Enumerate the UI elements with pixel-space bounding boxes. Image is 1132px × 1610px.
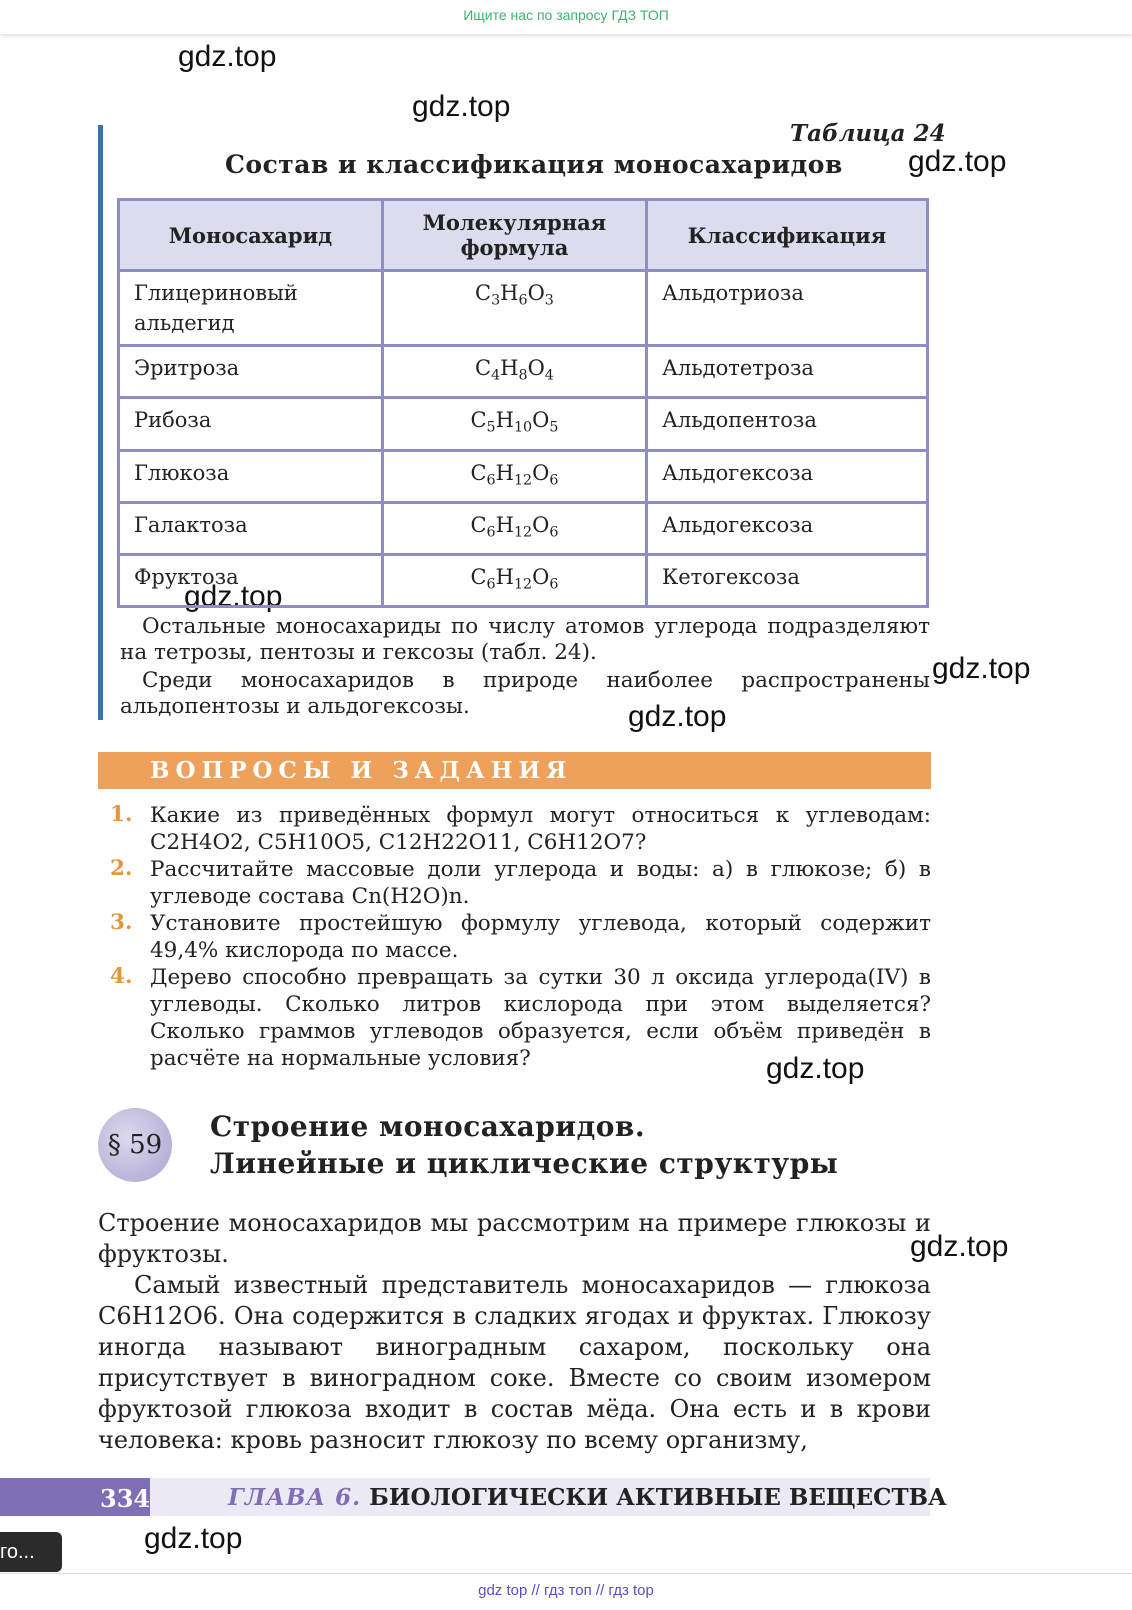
formula-cell: $C_3H_6O_3$ — [382, 271, 646, 346]
watermark: gdz.top — [178, 40, 277, 73]
section-title-line1: Строение моносахаридов. — [210, 1110, 646, 1143]
left-tab[interactable]: го... — [0, 1532, 62, 1572]
formula-cell: $C_4H_8O_4$ — [382, 346, 646, 398]
top-banner — [0, 0, 1132, 34]
watermark: gdz.top — [910, 1230, 1009, 1263]
body-paragraph: Строение моносахаридов мы рассмотрим на примере глюкозы и фруктозы. — [98, 1209, 931, 1268]
questions-heading: ВОПРОСЫ И ЗАДАНИЯ — [150, 757, 573, 784]
header-cell: Классификация — [646, 200, 927, 271]
chapter-name: БИОЛОГИЧЕСКИ АКТИВНЫЕ ВЕЩЕСТВА — [369, 1484, 947, 1511]
table-row — [119, 271, 928, 346]
formula-cell: $C_6H_{12}O_6$ — [382, 555, 646, 607]
class-cell: Альдопентоза — [646, 398, 927, 450]
section-title-line2: Линейные и циклические структуры — [210, 1147, 839, 1180]
question-number: 4. — [110, 964, 133, 989]
table-row — [119, 450, 928, 502]
name-cell: Эритроза — [119, 346, 383, 398]
class-cell: Альдогексоза — [646, 502, 927, 554]
watermark: gdz.top — [932, 652, 1031, 685]
paragraph: Остальные моносахариды по числу атомов углерода подразделяют на тетрозы, пентозы и гексозы (табл. 24). — [120, 614, 930, 665]
section-badge: § 59 — [98, 1108, 172, 1182]
body-paragraph: Самый известный представитель моносахаридов — глюкоза C6H12O6. Она содержится в сладких ягодах и фруктах. Глюкозу иногда называют виноградным сахаром, поскольку она присутствует в виноградном соке. Вместе со своим изомером фруктозой глюкоза входит в состав мёда. Она есть и в крови человека: кровь разносит глюкозу по всему организму, — [98, 1271, 931, 1454]
chapter-label: ГЛАВА 6. — [228, 1484, 362, 1511]
table-row — [119, 555, 928, 607]
header-cell: Молекулярная формула — [382, 200, 646, 271]
question-number: 3. — [110, 910, 133, 935]
question-number: 1. — [110, 802, 133, 827]
formula-cell: $C_6H_{12}O_6$ — [382, 502, 646, 554]
formula-cell: $C_5H_{10}O_5$ — [382, 398, 646, 450]
chapter-title — [228, 1484, 947, 1511]
question-number: 2. — [110, 856, 133, 881]
question-text: Дерево способно превращать за сутки 30 л оксида углерода(IV) в углеводы. Сколько литров кислорода при этом выделяется? Сколько граммов углеводов образуется, если объём приведён в расчёте на нормальные условия? — [150, 965, 931, 1071]
formula-cell: $C_6H_{12}O_6$ — [382, 450, 646, 502]
bottom-bar — [0, 1573, 1132, 1610]
section-title — [210, 1108, 838, 1182]
page-number: 334 — [100, 1484, 151, 1513]
watermark: gdz.top — [184, 580, 283, 613]
table-number: Таблица 24 — [790, 120, 946, 147]
paragraph: Среди моносахаридов в природе наиболее распространены альдопентозы и альдогексозы. — [120, 668, 930, 719]
bottom-links[interactable]: gdz top // гдз топ // гдз top — [478, 1582, 654, 1599]
watermark: gdz.top — [144, 1522, 243, 1555]
name-cell: Фруктоза — [119, 555, 383, 607]
top-banner-text[interactable]: Ищите нас по запросу ГДЗ ТОП — [463, 7, 669, 23]
question-text: Какие из приведённых формул могут относиться к углеводам: C2H4O2, C5H10O5, C12H22O11, C6H12O7? — [150, 803, 931, 855]
watermark: gdz.top — [766, 1052, 865, 1085]
monosaccharide-table — [117, 198, 929, 608]
class-cell: Альдотетроза — [646, 346, 927, 398]
name-cell: Галактоза — [119, 502, 383, 554]
table-row — [119, 502, 928, 554]
class-cell: Альдогексоза — [646, 450, 927, 502]
header-cell: Моносахарид — [119, 200, 383, 271]
question-text: Рассчитайте массовые доли углерода и воды: а) в глюкозе; б) в углеводе состава Cn(H2O)n. — [150, 857, 931, 909]
side-accent-bar — [98, 125, 103, 720]
class-cell: Кетогексоза — [646, 555, 927, 607]
table-title: Состав и классификация моносахаридов — [225, 150, 843, 179]
watermark: gdz.top — [412, 90, 511, 123]
name-cell: Глицериновый альдегид — [119, 271, 383, 346]
watermark: gdz.top — [908, 145, 1007, 178]
watermark: gdz.top — [628, 700, 727, 733]
questions-heading-bar — [98, 752, 931, 789]
question-text: Установите простейшую формулу углевода, который содержит 49,4% кислорода по массе. — [150, 911, 931, 963]
table-row — [119, 346, 928, 398]
name-cell: Глюкоза — [119, 450, 383, 502]
class-cell: Альдотриоза — [646, 271, 927, 346]
name-cell: Рибоза — [119, 398, 383, 450]
table-row — [119, 398, 928, 450]
